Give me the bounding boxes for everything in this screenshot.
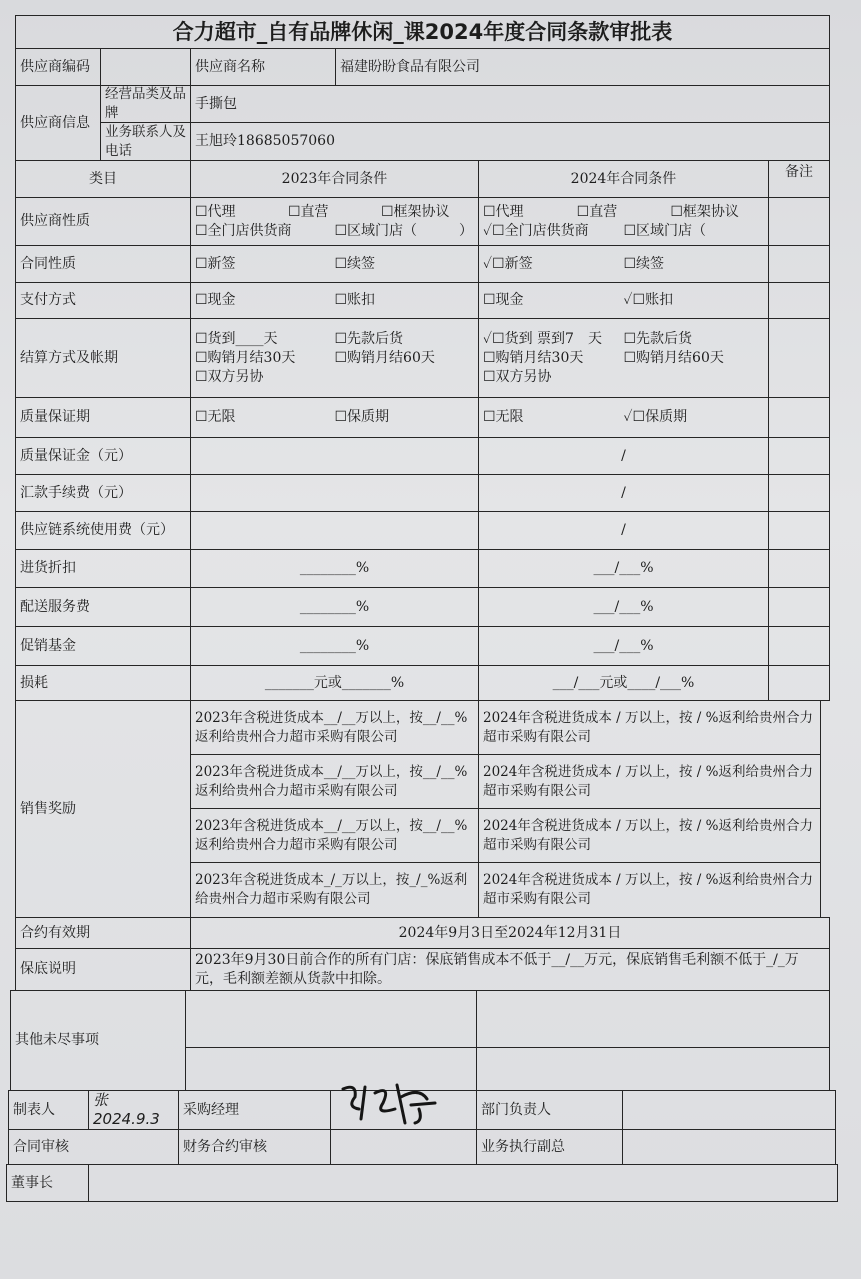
preparer-signature[interactable]: 张 2024.9.3 (88, 1090, 179, 1130)
warranty-2023 (190, 397, 479, 438)
other-cell[interactable] (185, 990, 477, 1048)
validity-value[interactable]: 2024年9月3日至2024年12月31日 (190, 917, 830, 949)
supplier-code-value[interactable] (100, 48, 191, 86)
option[interactable]: ☐代理 (483, 203, 524, 220)
rebate-2024-tier[interactable]: 2024年含税进货成本 / 万以上，按 / %返利给贵州合力超市采购有限公司 (478, 808, 821, 863)
remit-fee-2024[interactable]: / (478, 474, 769, 512)
rebate-2024-tier[interactable]: 2024年含税进货成本 / 万以上，按 / %返利给贵州合力超市采购有限公司 (478, 700, 821, 755)
payment-2024 (478, 282, 769, 319)
discount-2024[interactable]: ___/___% (478, 549, 769, 588)
settlement-label: 结算方式及帐期 (15, 318, 191, 398)
loss-label: 损耗 (15, 665, 191, 701)
rebate-2023-tier[interactable]: 2023年含税进货成本_/_万以上，按_/_%返利给贵州合力超市采购有限公司 (190, 862, 479, 918)
finance-review-signature[interactable] (330, 1129, 477, 1165)
option[interactable]: ☐框架协议 (670, 203, 739, 220)
remark-cell[interactable] (768, 587, 830, 627)
finance-review-label: 财务合约审核 (178, 1129, 331, 1165)
option[interactable]: ✓☐保质期 (623, 409, 688, 425)
supplier-code-label: 供应商编码 (15, 48, 101, 86)
contract-type-label: 合同性质 (15, 245, 191, 283)
discount-2023[interactable]: ________% (190, 549, 479, 588)
category-label: 经营品类及品牌 (100, 85, 191, 123)
guarantee-label: 保底说明 (15, 948, 191, 991)
option[interactable]: ☐续签 (623, 255, 665, 272)
option[interactable]: ☐框架协议 (381, 203, 450, 220)
payment-2023 (190, 282, 479, 319)
option[interactable]: ☐购销月结30天 (195, 349, 296, 366)
rebate-2024-tier[interactable]: 2024年含税进货成本 / 万以上，按 / %返利给贵州合力超市采购有限公司 (478, 754, 821, 809)
settlement-2024 (478, 318, 769, 398)
nature-2023 (190, 197, 479, 246)
option[interactable]: ☐双方另协 (195, 368, 264, 385)
other-cell[interactable] (476, 990, 830, 1048)
promo-label: 促销基金 (15, 626, 191, 666)
remark-cell[interactable] (768, 511, 830, 550)
nature-2024 (478, 197, 769, 246)
option[interactable]: ☐直营 (288, 203, 329, 220)
rebate-2023-tier[interactable]: 2023年含税进货成本__/__万以上，按__/__%返利给贵州合力超市采购有限公司 (190, 808, 479, 863)
header-remark: 备注 (768, 160, 830, 198)
option[interactable]: ☐无限 (483, 409, 524, 425)
option[interactable]: ☐现金 (195, 292, 236, 308)
remit-fee-2023[interactable] (190, 474, 479, 512)
option[interactable]: ✓☐新签 (483, 255, 533, 272)
purchase-manager-signature[interactable] (330, 1090, 477, 1130)
remit-fee-label: 汇款手续费（元） (15, 474, 191, 512)
rebate-2023-tier[interactable]: 2023年含税进货成本__/__万以上，按__/__%返利给贵州合力超市采购有限公司 (190, 700, 479, 755)
payment-label: 支付方式 (15, 282, 191, 319)
supplier-info-label: 供应商信息 (15, 85, 101, 161)
deposit-2024[interactable]: / (478, 437, 769, 475)
chairman-signature[interactable] (88, 1164, 838, 1202)
option[interactable]: ✓☐账扣 (623, 292, 674, 308)
purchase-manager-label: 采购经理 (178, 1090, 331, 1130)
contact-label: 业务联系人及电话 (100, 122, 191, 161)
option[interactable]: ☐保质期 (334, 409, 390, 425)
option[interactable]: ✓☐货到 票到7 天 (483, 330, 602, 347)
other-cell[interactable] (476, 1047, 830, 1091)
discount-label: 进货折扣 (15, 549, 191, 588)
exec-vp-label: 业务执行副总 (476, 1129, 623, 1165)
option[interactable]: ☐直营 (576, 203, 618, 220)
option[interactable]: ☐购销月结30天 (483, 349, 584, 366)
dept-head-label: 部门负责人 (476, 1090, 623, 1130)
form-title: 合力超市_自有品牌休闲_课2024年度合同条款审批表 (15, 15, 830, 49)
signature-scribble (335, 1079, 445, 1127)
remark-cell[interactable] (768, 474, 830, 512)
option[interactable]: ☐购销月结60天 (334, 349, 435, 366)
option[interactable]: ☐先款后货 (334, 330, 404, 347)
warranty-2024 (478, 397, 769, 438)
loss-2024[interactable]: ___/___元或____/___% (478, 665, 769, 701)
remark-cell[interactable] (768, 665, 830, 701)
header-category: 类目 (15, 160, 191, 198)
remark-cell[interactable] (768, 626, 830, 666)
remark-cell[interactable] (768, 245, 830, 283)
option[interactable]: ☐续签 (334, 255, 376, 272)
other-label: 其他未尽事项 (10, 990, 186, 1091)
remark-cell[interactable] (768, 197, 830, 246)
option[interactable]: ✓☐全门店供货商 (483, 222, 589, 239)
header-2024: 2024年合同条件 (478, 160, 769, 198)
delivery-2024[interactable]: ___/___% (478, 587, 769, 627)
option[interactable]: ☐购销月结60天 (623, 349, 724, 366)
option[interactable]: ☐账扣 (334, 292, 376, 308)
deposit-label: 质量保证金（元） (15, 437, 191, 475)
chairman-label: 董事长 (6, 1164, 89, 1202)
option[interactable]: ☐代理 (195, 203, 236, 220)
remark-cell[interactable] (768, 397, 830, 438)
remark-cell[interactable] (768, 318, 830, 398)
scm-fee-2023[interactable] (190, 511, 479, 550)
option[interactable]: ☐现金 (483, 292, 524, 308)
option[interactable]: ☐先款后货 (623, 330, 693, 347)
rebate-2023-tier[interactable]: 2023年含税进货成本__/__万以上，按__/__%返利给贵州合力超市采购有限公司 (190, 754, 479, 809)
remark-cell[interactable] (768, 282, 830, 319)
option[interactable]: ☐货到____天 (195, 330, 278, 347)
delivery-2023[interactable]: ________% (190, 587, 479, 627)
option[interactable]: ☐无限 (195, 409, 236, 425)
loss-2023[interactable]: _______元或_______% (190, 665, 479, 701)
option[interactable]: ☐区域门店（ (623, 222, 707, 239)
promo-2023[interactable]: ________% (190, 626, 479, 666)
dept-head-signature[interactable] (622, 1090, 836, 1130)
settlement-2023 (190, 318, 479, 398)
warranty-label: 质量保证期 (15, 397, 191, 438)
promo-2024[interactable]: ___/___% (478, 626, 769, 666)
option[interactable]: ☐全门店供货商 (195, 222, 292, 239)
option[interactable]: ☐新签 (195, 255, 236, 272)
preparer-label: 制表人 (8, 1090, 89, 1130)
contract-type-2024 (478, 245, 769, 283)
exec-vp-signature[interactable] (622, 1129, 836, 1165)
delivery-label: 配送服务费 (15, 587, 191, 627)
remark-cell[interactable] (768, 549, 830, 588)
remark-cell[interactable] (768, 437, 830, 475)
validity-label: 合约有效期 (15, 917, 191, 949)
rebate-label: 销售奖励 (15, 700, 191, 918)
deposit-2023[interactable] (190, 437, 479, 475)
option[interactable]: ☐双方另协 (483, 368, 552, 385)
contract-type-2023 (190, 245, 479, 283)
supplier-name-value[interactable]: 福建盼盼食品有限公司 (335, 48, 830, 86)
supplier-name-label: 供应商名称 (190, 48, 336, 86)
scm-fee-2024[interactable]: / (478, 511, 769, 550)
scm-fee-label: 供应链系统使用费（元） (15, 511, 191, 550)
option[interactable]: ☐区域门店（ ） (334, 222, 474, 239)
nature-label: 供应商性质 (15, 197, 191, 246)
category-value[interactable]: 手撕包 (190, 85, 830, 123)
contract-review-label: 合同审核 (8, 1129, 179, 1165)
rebate-2024-tier[interactable]: 2024年含税进货成本 / 万以上，按 / %返利给贵州合力超市采购有限公司 (478, 862, 821, 918)
header-2023: 2023年合同条件 (190, 160, 479, 198)
contact-value[interactable]: 王旭玲18685057060 (190, 122, 830, 161)
guarantee-value[interactable]: 2023年9月30日前合作的所有门店：保底销售成本不低于__/__万元，保底销售毛利额不低于_/_万元，毛利额差额从货款中扣除。 (190, 948, 830, 991)
